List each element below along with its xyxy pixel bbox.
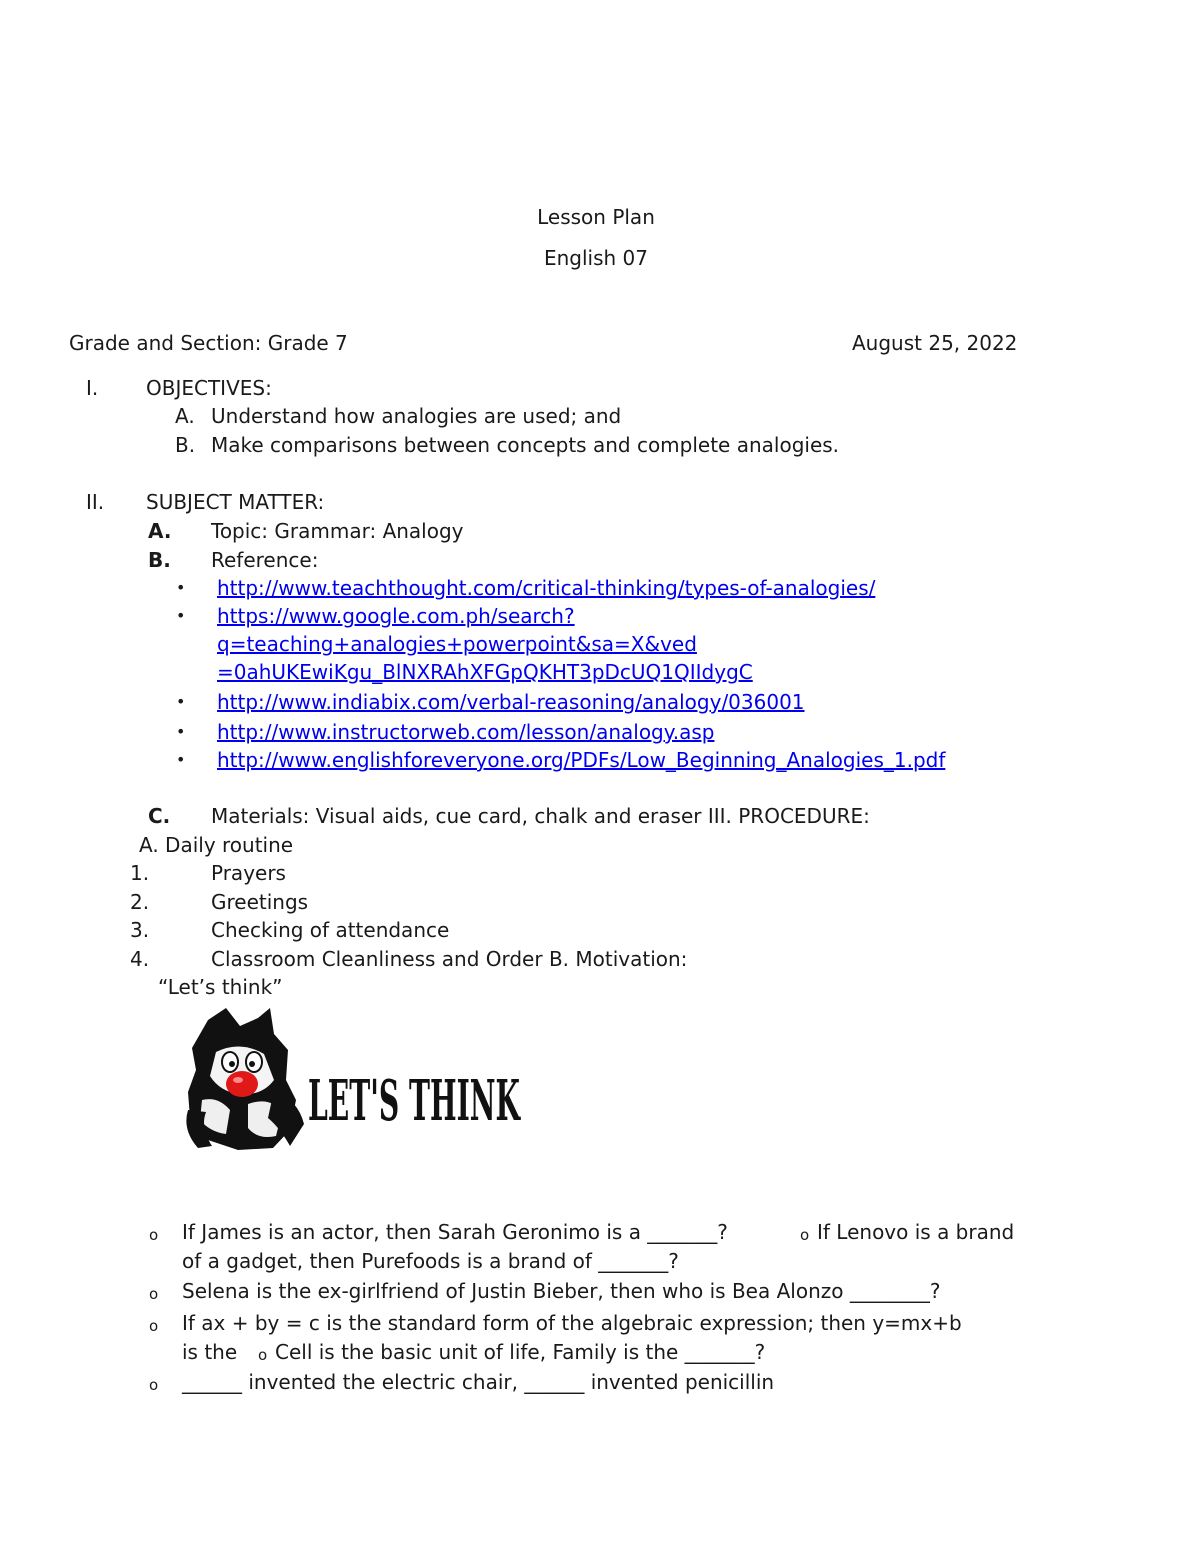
- reference-link-google[interactable]: q=teaching+analogies+powerpoint&sa=X&ved: [217, 632, 697, 656]
- reference-link-englishforeveryone[interactable]: http://www.englishforeveryone.org/PDFs/Low_Beginning_Analogies_1.pdf: [217, 748, 946, 772]
- reference-label: Reference:: [211, 548, 319, 572]
- materials-marker: C.: [148, 804, 171, 828]
- bullet: •: [176, 750, 186, 769]
- cartoon-cat-thinking-icon: [178, 1000, 523, 1155]
- circle-bullet: o: [149, 1285, 159, 1303]
- step-number: 4.: [130, 947, 150, 971]
- step-text: Classroom Cleanliness and Order B. Motivation:: [211, 947, 688, 971]
- reference-link-instructorweb[interactable]: http://www.instructorweb.com/lesson/analogy.asp: [217, 720, 715, 744]
- reference-link-indiabix[interactable]: http://www.indiabix.com/verbal-reasoning/analogy/036001: [217, 690, 805, 714]
- bullet: •: [176, 578, 186, 597]
- step-text: Prayers: [211, 861, 286, 885]
- subject-matter-numeral: II.: [86, 490, 105, 514]
- objective-item: Make comparisons between concepts and complete analogies.: [211, 433, 840, 457]
- step-number: 3.: [130, 918, 150, 942]
- question-line: of a gadget, then Purefoods is a brand of _______?: [182, 1249, 679, 1273]
- circle-bullet: o: [149, 1226, 159, 1244]
- step-text: Greetings: [211, 890, 309, 914]
- reference-link-google[interactable]: https://www.google.com.ph/search?: [217, 604, 575, 628]
- bullet: •: [176, 606, 186, 625]
- topic-marker: A.: [148, 519, 172, 543]
- question-line: ______ invented the electric chair, ______ invented penicillin: [182, 1370, 775, 1394]
- objective-marker: A.: [175, 404, 195, 428]
- page-title: Lesson Plan: [537, 205, 655, 229]
- step-number: 1.: [130, 861, 150, 885]
- lesson-date: August 25, 2022: [852, 331, 1018, 355]
- step-number: 2.: [130, 890, 150, 914]
- subject-matter-heading: SUBJECT MATTER:: [146, 490, 325, 514]
- subject-title: English 07: [543, 246, 649, 270]
- reference-link-teachthought[interactable]: http://www.teachthought.com/critical-thinking/types-of-analogies/: [217, 576, 876, 600]
- bullet: •: [176, 722, 186, 741]
- topic-text: Topic: Grammar: Analogy: [211, 519, 464, 543]
- question-line: is the: [182, 1340, 238, 1364]
- question-line: If ax + by = c is the standard form of the algebraic expression; then y=mx+b: [182, 1311, 962, 1335]
- grade-section: Grade and Section: Grade 7: [69, 331, 348, 355]
- question-line: Cell is the basic unit of life, Family is the _______?: [275, 1340, 766, 1364]
- materials-text: Materials: Visual aids, cue card, chalk and eraser III. PROCEDURE:: [211, 804, 870, 828]
- objectives-numeral: I.: [86, 376, 99, 400]
- question-line: If Lenovo is a brand: [817, 1220, 1015, 1244]
- lets-think-title: LET'S THINK: [308, 1068, 522, 1134]
- circle-bullet: o: [800, 1226, 810, 1244]
- step-text: Checking of attendance: [211, 918, 450, 942]
- circle-bullet: o: [258, 1346, 268, 1364]
- question-line: Selena is the ex-girlfriend of Justin Bieber, then who is Bea Alonzo ________?: [182, 1279, 941, 1303]
- objective-item: Understand how analogies are used; and: [211, 404, 622, 428]
- daily-routine-heading: A. Daily routine: [139, 833, 294, 857]
- objective-marker: B.: [175, 433, 196, 457]
- reference-marker: B.: [148, 548, 171, 572]
- question-line: If James is an actor, then Sarah Geronimo is a _______?: [182, 1220, 728, 1244]
- lets-think-image: [178, 1000, 523, 1155]
- circle-bullet: o: [149, 1317, 159, 1335]
- objectives-heading: OBJECTIVES:: [146, 376, 272, 400]
- reference-link-google[interactable]: =0ahUKEwiKgu_BlNXRAhXFGpQKHT3pDcUQ1QIIdygC: [217, 660, 753, 684]
- bullet: •: [176, 692, 186, 711]
- lets-think-caption: “Let’s think”: [158, 975, 283, 999]
- circle-bullet: o: [149, 1376, 159, 1394]
